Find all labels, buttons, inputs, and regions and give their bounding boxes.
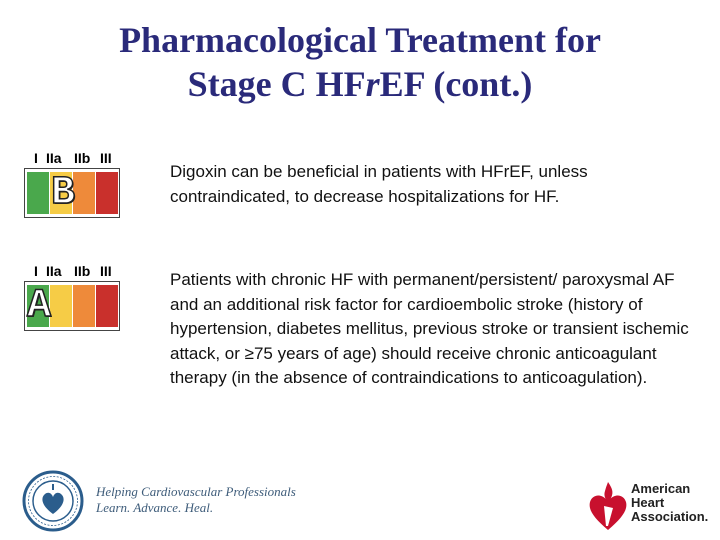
- class-iib-bar: [73, 172, 95, 214]
- class-iii-bar: [96, 172, 118, 214]
- cor-labels-1: [24, 150, 124, 168]
- class-iib-bar: [73, 285, 95, 327]
- cor-label-i: I: [34, 150, 38, 166]
- cor-chart-2: [24, 281, 120, 331]
- slide-title: [0, 18, 720, 106]
- class-of-recommendation-2: [24, 263, 124, 331]
- heart-torch-icon: [586, 478, 630, 532]
- recommendation-text-1: Digoxin can be beneficial in patients with HFrEF, unless contraindicated, to decrease hospitalizations for HF.: [170, 162, 588, 206]
- cor-labels-2: [24, 263, 124, 281]
- acc-tagline-line-2: Learn. Advance. Heal.: [96, 500, 214, 515]
- acc-tagline: [96, 484, 296, 516]
- class-iii-bar: [96, 285, 118, 327]
- aha-line-3: Association.: [631, 509, 709, 524]
- class-i-bar: [27, 172, 49, 214]
- aha-line-1: American: [631, 481, 691, 496]
- title-line-2-prefix: Stage C HF: [187, 64, 366, 104]
- cor-label-i: I: [34, 263, 38, 279]
- aha-line-2: Heart: [631, 495, 665, 510]
- acc-seal-icon: [22, 470, 84, 532]
- aha-wordmark: [631, 482, 708, 524]
- title-line-2-suffix: EF (cont.): [379, 64, 533, 104]
- cor-label-iib: IIb: [74, 263, 91, 279]
- class-iia-bar: [50, 285, 72, 327]
- cor-chart-1: [24, 168, 120, 218]
- cor-label-iia: IIa: [46, 150, 62, 166]
- level-of-evidence-1: B: [51, 171, 76, 216]
- cor-label-iii: III: [100, 263, 112, 279]
- acc-tagline-line-1: Helping Cardiovascular Professionals: [96, 484, 296, 499]
- title-line-2: [0, 62, 720, 106]
- recommendation-text-2: Patients with chronic HF with permanent/persistent/ paroxysmal AF and an additional risk factor for cardioembolic stroke (history of hypertension, diabetes mellitus, previous stroke or transient ischemic attack, or ≥75 years of age) should receive chronic anticoagulant therapy (in the absence of contraindications to anticoagulation).: [170, 270, 689, 387]
- cor-label-iib: IIb: [74, 150, 91, 166]
- cor-label-iia: IIa: [46, 263, 62, 279]
- title-line-2-italic: r: [365, 64, 380, 104]
- class-of-recommendation-1: [24, 150, 124, 218]
- cor-label-iii: III: [100, 150, 112, 166]
- level-of-evidence-2: A: [27, 284, 52, 329]
- title-line-1: Pharmacological Treatment for: [119, 20, 601, 60]
